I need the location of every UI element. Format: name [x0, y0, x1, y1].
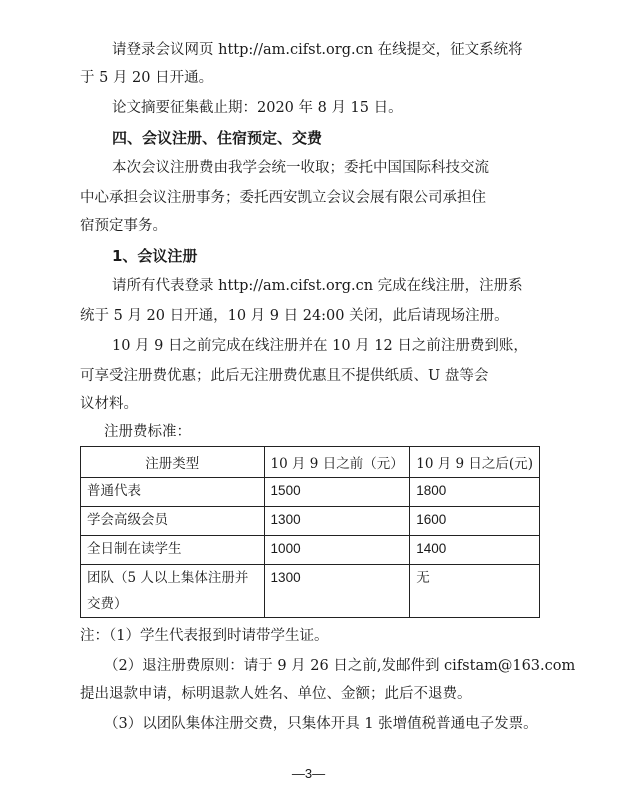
table-cell-late-fee: 无 [410, 565, 540, 618]
section-heading: 四、会议注册、住宿预定、交费 [112, 129, 323, 147]
table-header-cell: 10 月 9 日之后(元) [410, 447, 540, 478]
paragraph-registration-intro-line2: 中心承担会议注册事务；委托西安凯立会议会展有限公司承担住 [80, 190, 486, 206]
table-header-cell: 10 月 9 日之前（元） [264, 447, 410, 478]
table-cell-early-fee: 1300 [264, 565, 410, 618]
table-row [81, 478, 540, 507]
table-cell-type: 普通代表 [81, 478, 265, 507]
paragraph-abstract-deadline: 论文摘要征集截止期：2020 年 8 月 15 日。 [112, 100, 403, 116]
table-cell-late-fee: 1800 [410, 478, 540, 507]
note-2-line1: （2）退注册费原则：请于 9 月 26 日之前,发邮件到 cifstam@163.com [104, 658, 576, 674]
paragraph-online-registration-line1: 请所有代表登录 http://am.cifst.org.cn 完成在线注册，注册系 [112, 278, 523, 294]
fee-table-label: 注册费标准： [104, 424, 191, 440]
table-cell-type: 全日制在读学生 [81, 536, 265, 565]
paragraph-submission-line1: 请登录会议网页 http://am.cifst.org.cn 在线提交，征文系统将 [112, 42, 523, 58]
paragraph-registration-intro-line1: 本次会议注册费由我学会统一收取；委托中国国际科技交流 [112, 160, 489, 176]
table-cell-type: 学会高级会员 [81, 507, 265, 536]
page-number: —3— [291, 766, 326, 781]
table-cell-early-fee: 1000 [264, 536, 410, 565]
table-cell-late-fee: 1600 [410, 507, 540, 536]
table-cell-late-fee: 1400 [410, 536, 540, 565]
note-1: 注：（1）学生代表报到时请带学生证。 [80, 628, 329, 644]
paragraph-registration-intro-line3: 宿预定事务。 [80, 218, 167, 234]
registration-fee-table [80, 446, 540, 618]
table-cell-early-fee: 1300 [264, 507, 410, 536]
subsection-heading: 1、会议注册 [112, 247, 198, 265]
paragraph-discount-line3: 议材料。 [80, 396, 138, 412]
table-row [81, 565, 540, 618]
paragraph-discount-line2: 可享受注册费优惠；此后无注册费优惠且不提供纸质、U 盘等会 [80, 368, 489, 384]
table-header-row [81, 447, 540, 478]
table-header-cell: 注册类型 [81, 447, 265, 478]
paragraph-online-registration-line2: 统于 5 月 20 日开通，10 月 9 日 24:00 关闭，此后请现场注册。 [80, 308, 509, 324]
note-3: （3）以团队集体注册交费，只集体开具 1 张增值税普通电子发票。 [104, 716, 538, 732]
table-cell-early-fee: 1500 [264, 478, 410, 507]
paragraph-discount-line1: 10 月 9 日之前完成在线注册并在 10 月 12 日之前注册费到账， [112, 338, 528, 354]
table-row [81, 507, 540, 536]
paragraph-submission-line2: 于 5 月 20 日开通。 [80, 70, 214, 86]
note-2-line2: 提出退款申请，标明退款人姓名、单位、金额；此后不退费。 [80, 686, 472, 702]
table-cell-type: 团队（5 人以上集体注册并交费） [81, 565, 265, 618]
table-row [81, 536, 540, 565]
